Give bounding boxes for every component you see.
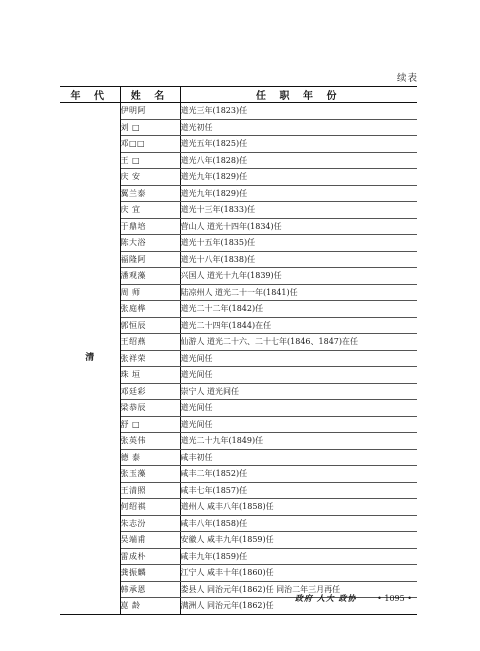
term-cell: 道州人 咸丰八年(1858)任 — [180, 499, 417, 516]
term-cell: 道光间任 — [180, 367, 417, 384]
term-cell: 道光十三年(1833)任 — [180, 202, 417, 219]
name-cell: 郭恒辰 — [120, 317, 180, 334]
term-cell: 咸丰七年(1857)任 — [180, 482, 417, 499]
term-cell: 娄县人 同治元年(1862)任 同治二年三月再任 — [180, 581, 417, 598]
term-cell: 道光十五年(1835)任 — [180, 235, 417, 252]
table-header-row — [60, 87, 417, 103]
term-cell: 咸丰初任 — [180, 449, 417, 466]
term-cell: 道光二十四年(1844)在任 — [180, 317, 417, 334]
name-cell: 崑 龄 — [120, 598, 180, 615]
term-cell: 道光八年(1828)任 — [180, 152, 417, 169]
name-cell: 舒 □ — [120, 416, 180, 433]
term-cell: 道光五年(1825)任 — [180, 136, 417, 153]
name-cell: 邓□□ — [120, 136, 180, 153]
footer-title: 政府 人大 政协 — [294, 593, 357, 603]
name-cell: 何绍祺 — [120, 499, 180, 516]
column-header-era: 年 代 — [60, 87, 120, 103]
name-cell: 庆 安 — [120, 169, 180, 186]
term-cell: 道光间任 — [180, 400, 417, 417]
name-cell: 张英伟 — [120, 433, 180, 450]
name-cell: 王 □ — [120, 152, 180, 169]
table-body — [60, 103, 417, 615]
name-cell: 张庭桦 — [120, 301, 180, 318]
name-cell: 张玉藻 — [120, 466, 180, 483]
name-cell: 庆 宜 — [120, 202, 180, 219]
term-cell: 仙游人 道光二十六、二十七年(1846、1847)在任 — [180, 334, 417, 351]
continued-label: 续表 — [396, 73, 418, 84]
page-footer — [295, 593, 412, 604]
term-cell: 道光九年(1829)任 — [180, 169, 417, 186]
term-cell: 咸丰二年(1852)任 — [180, 466, 417, 483]
name-cell: 伊明阿 — [120, 103, 180, 120]
term-cell: 营山人 道光十四年(1834)任 — [180, 218, 417, 235]
term-cell: 道光间任 — [180, 416, 417, 433]
name-cell: 潘观藻 — [120, 268, 180, 285]
term-cell: 崇宁人 道光间任 — [180, 383, 417, 400]
term-cell: 江宁人 咸丰十年(1860)任 — [180, 565, 417, 582]
name-cell: 韩承恩 — [120, 581, 180, 598]
column-header-name: 姓 名 — [120, 87, 180, 103]
name-cell: 王绍燕 — [120, 334, 180, 351]
name-cell: 翼兰泰 — [120, 185, 180, 202]
term-cell: 陆凉州人 道光二十一年(1841)任 — [180, 284, 417, 301]
name-cell: 周 师 — [120, 284, 180, 301]
name-cell: 雷成朴 — [120, 548, 180, 565]
term-cell: 咸丰九年(1859)任 — [180, 548, 417, 565]
name-cell: 陈大浴 — [120, 235, 180, 252]
name-cell: 珠 垣 — [120, 367, 180, 384]
term-cell: 道光初任 — [180, 119, 417, 136]
name-cell: 于鼎培 — [120, 218, 180, 235]
name-cell: 梁恭辰 — [120, 400, 180, 417]
table-row — [60, 103, 417, 120]
term-cell: 满洲人 同治元年(1862)任 — [180, 598, 417, 615]
term-cell: 咸丰八年(1858)任 — [180, 515, 417, 532]
name-cell: 张祥荣 — [120, 350, 180, 367]
term-cell: 道光三年(1823)任 — [180, 103, 417, 120]
term-cell: 安徽人 咸丰九年(1859)任 — [180, 532, 417, 549]
page-number: • 1095 • — [377, 594, 412, 603]
term-cell: 道光间任 — [180, 350, 417, 367]
name-cell: 福隆阿 — [120, 251, 180, 268]
term-cell: 道光二十九年(1849)任 — [180, 433, 417, 450]
term-cell: 道光二十二年(1842)任 — [180, 301, 417, 318]
term-cell: 道光九年(1829)任 — [180, 185, 417, 202]
term-cell: 道光十八年(1838)任 — [180, 251, 417, 268]
name-cell: 刘 □ — [120, 119, 180, 136]
name-cell: 邓廷彩 — [120, 383, 180, 400]
name-cell: 吴端甫 — [120, 532, 180, 549]
name-cell: 朱志汾 — [120, 515, 180, 532]
term-cell: 兴国人 道光十九年(1839)任 — [180, 268, 417, 285]
name-cell: 德 泰 — [120, 449, 180, 466]
officials-table — [60, 86, 417, 615]
name-cell: 龚振麟 — [120, 565, 180, 582]
column-header-term: 任 职 年 份 — [180, 87, 417, 103]
name-cell: 王清照 — [120, 482, 180, 499]
era-cell: 清 — [60, 103, 120, 615]
